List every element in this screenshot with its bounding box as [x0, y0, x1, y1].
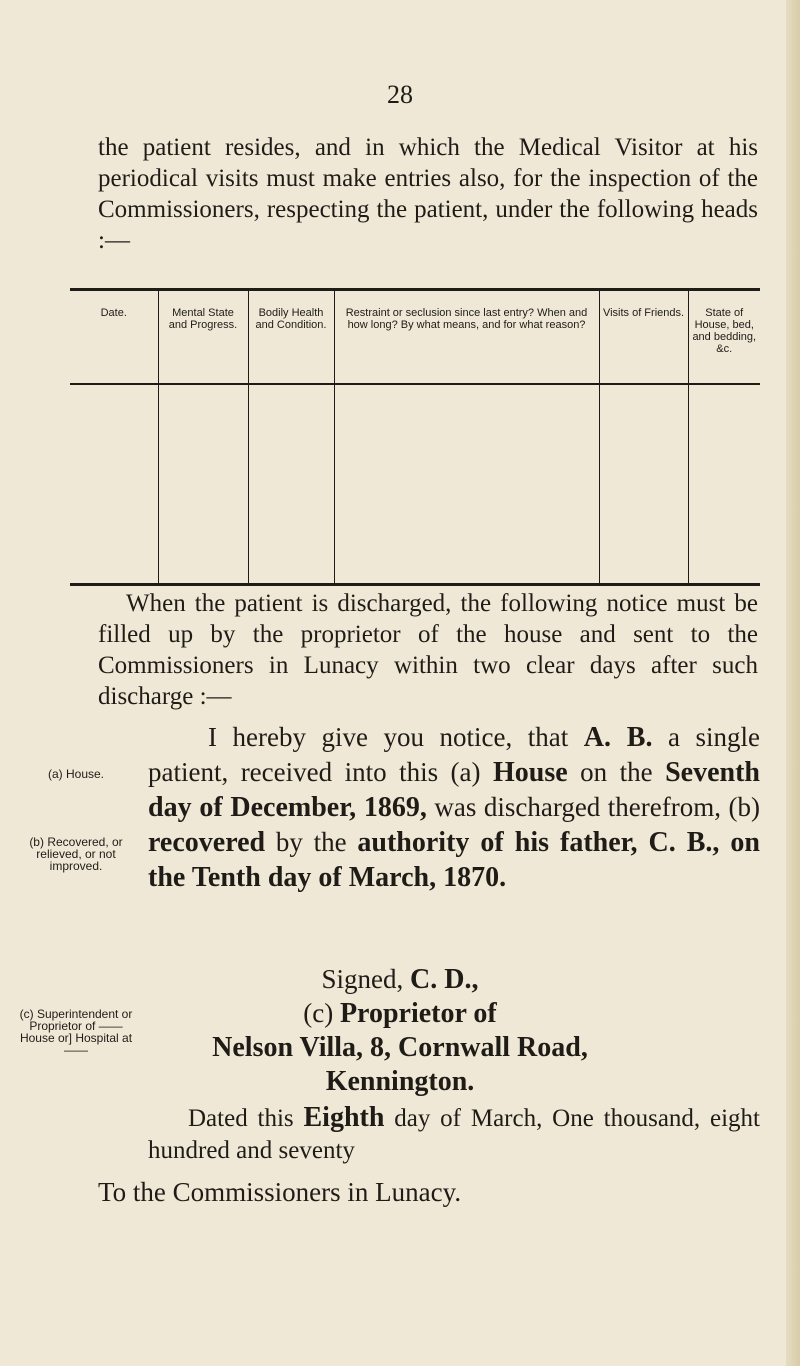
form-text: a single patient, received into this (a) [148, 722, 760, 787]
mental-state-cell [158, 384, 248, 583]
signed-line [0, 962, 800, 997]
intro-paragraph [98, 132, 758, 256]
dated-prefix: Dated this [188, 1105, 304, 1132]
signed-prefix: Signed, [321, 964, 411, 994]
dated-text-block [148, 1102, 760, 1167]
visits-cell [599, 384, 688, 583]
margin-note-signatory: (c) Superintendent or Proprietor of —— House or] Hospital at —— [19, 1007, 133, 1057]
bodily-health-cell [248, 384, 334, 583]
entries-table-grid [70, 291, 760, 583]
intro-text: the patient resides, and in which the Medical Visitor at his periodical visits must make entries also, for the inspection of the Commissioners, respecting the patient, under the following heads :— [98, 134, 758, 254]
date-cell [70, 384, 158, 583]
form-text: I hereby give you notice, that [208, 722, 584, 752]
entries-table [70, 288, 760, 586]
header-state-of-house: State of House, bed, and bedding, &c. [688, 291, 760, 384]
discharge-notice-text [148, 720, 760, 895]
closing-address: To the Commissioners in Lunacy. [98, 1177, 462, 1207]
margin-note-house: (a) House. [47, 767, 105, 781]
house-address: Nelson Villa, 8, Cornwall Road, [212, 1032, 588, 1063]
discharge-notice-form [148, 720, 760, 895]
signer-name: C. D., [410, 964, 479, 995]
address-line [0, 1030, 800, 1065]
notice-intro-text: When the patient is discharged, the following notice must be filled up by the proprietor of the house and sent to the Commissioners in Lunacy within two clear days after such discharge :— [98, 590, 758, 710]
discharge-outcome: recovered [148, 827, 266, 858]
restraint-cell [334, 384, 599, 583]
header-restraint: Restraint or seclusion since last entry? When and how long? By what means, and for what reason? [334, 291, 599, 384]
page-number: 28 [387, 80, 413, 109]
role-prefix: (c) [303, 998, 340, 1028]
header-mental-state: Mental State and Progress. [158, 291, 248, 384]
dated-line [148, 1102, 760, 1167]
margin-note-outcome: (b) Recovered, or relieved, or not improved. [29, 835, 123, 873]
discharge-authority: authority of his father, C. B., on the Tenth day of March, 1870. [148, 827, 760, 893]
form-text: was discharged therefrom, (b) [426, 792, 760, 822]
signer-role: Proprietor of [339, 998, 497, 1029]
locality-line [0, 1064, 800, 1099]
form-text: by the [265, 827, 358, 857]
state-of-house-cell [688, 384, 760, 583]
page-edge [786, 0, 800, 1366]
header-bodily-health: Bodily Health and Condition. [248, 291, 334, 384]
dated-day: Eighth [303, 1102, 385, 1133]
role-line [0, 996, 800, 1031]
form-text: on the [567, 757, 666, 787]
header-date: Date. [70, 291, 158, 384]
notice-intro [98, 588, 758, 712]
house-locality: Kennington. [325, 1066, 475, 1097]
header-visits: Visits of Friends. [599, 291, 688, 384]
admission-date: Seventh day of December, 1869, [148, 757, 760, 823]
dated-text: day of March, One thousand, eight hundred and seventy [148, 1105, 760, 1164]
empty-entry-row [70, 384, 760, 583]
patient-name: A. B. [583, 722, 653, 753]
house-type: House [492, 757, 568, 788]
